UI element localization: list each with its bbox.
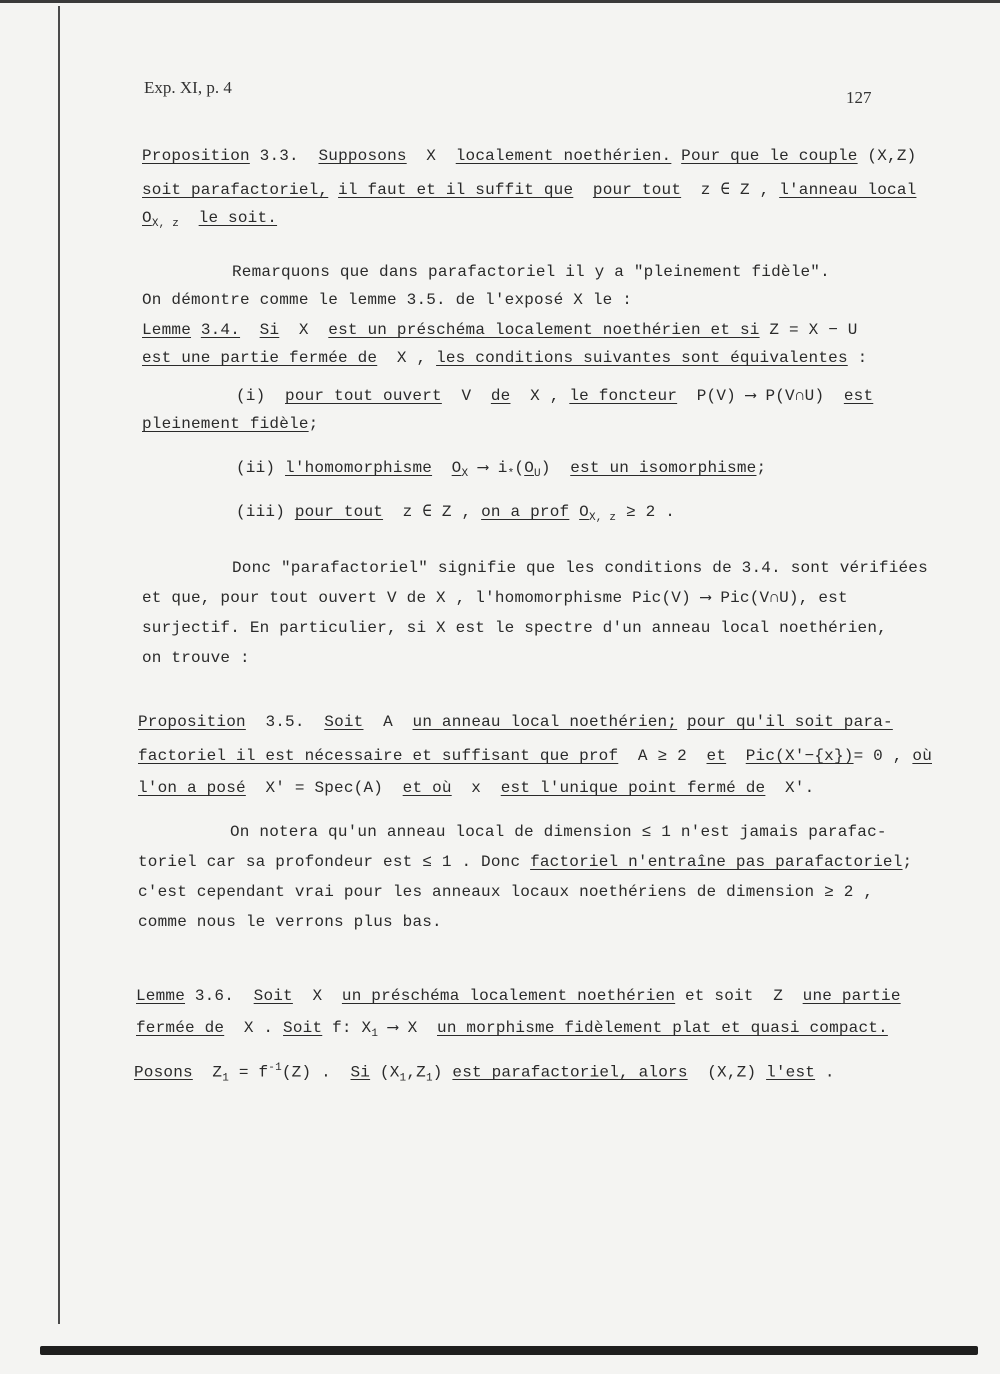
paragraph-donc-line-4: on trouve : [142, 649, 250, 667]
lemma-3-6-line-3: Posons $Z_1 = f^{-1}(Z)$ . Si $(X_1,Z_1)$ est parafactoriel, alors (X,Z) l'est . [134, 1062, 835, 1085]
condition-ii: (ii) l'homomorphisme $O_X$ ⟶ $i_*(O_U)$ est un isomorphisme; [236, 459, 767, 481]
proposition-3-5-line-1: Proposition 3.5. Soit A un anneau local noethérien; pour qu'il soit para- [138, 713, 893, 731]
top-edge-line [0, 0, 1000, 3]
remark-line-2: On démontre comme le lemme 3.5. de l'exposé X le : [142, 291, 633, 309]
paragraph-donc-line-2: et que, pour tout ouvert V de X , l'homomorphisme Pic(V) ⟶ Pic(V∩U), est [142, 589, 848, 607]
proposition-3-3-line-1: Proposition 3.3. Supposons X localement noethérien. Pour que le couple (X,Z) [142, 147, 917, 165]
left-margin-line [58, 6, 60, 1324]
condition-iii: (iii) pour tout z ∈ Z , on a prof $O_{X, z} \ge 2$ . [236, 503, 676, 525]
lemma-3-4-line-2: est une partie fermée de X , les conditions suivantes sont équivalentes : [142, 349, 868, 367]
lemma-3-4-line-1: Lemme 3.4. Si X est un préschéma localement noethérien et si Z = X − U [142, 321, 858, 339]
proposition-3-3-line-3: $O_{X, z}$ le soit. [142, 209, 278, 231]
condition-i-line-1: (i) pour tout ouvert V de X , le foncteur P(V) ⟶ P(V∩U) est [236, 387, 874, 405]
condition-i-line-2: pleinement fidèle; [142, 415, 319, 433]
proposition-3-5-line-3: l'on a posé X' = Spec(A) et où x est l'unique point fermé de X'. [138, 779, 815, 797]
proposition-3-5-line-2: factoriel il est nécessaire et suffisant que prof A ≥ 2 et Pic(X'−{x})= 0 , où [138, 747, 932, 765]
paragraph-donc-line-3: surjectif. En particulier, si X est le spectre d'un anneau local noethérien, [142, 619, 887, 637]
remark-line-1: Remarquons que dans parafactoriel il y a "pleinement fidèle". [232, 263, 830, 281]
bottom-binding-bar [40, 1346, 978, 1355]
paragraph-note-line-2: toriel car sa profondeur est ≤ 1 . Donc factoriel n'entraîne pas parafactoriel; [138, 853, 913, 871]
paragraph-note-line-4: comme nous le verrons plus bas. [138, 913, 442, 931]
paragraph-note-line-3: c'est cependant vrai pour les anneaux locaux noethériens de dimension ≥ 2 , [138, 883, 874, 901]
page-number: 127 [846, 88, 872, 107]
running-header: Exp. XI, p. 4 [144, 78, 232, 97]
paragraph-note-line-1: On notera qu'un anneau local de dimension ≤ 1 n'est jamais parafac- [230, 823, 887, 841]
lemma-3-6-line-1: Lemme 3.6. Soit X un préschéma localement noethérien et soit Z une partie [136, 987, 901, 1005]
lemma-3-6-line-2: fermée de X . Soit f: $X_1$ ⟶ X un morphisme fidèlement plat et quasi compact. [136, 1019, 888, 1041]
paragraph-donc-line-1: Donc "parafactoriel" signifie que les conditions de 3.4. sont vérifiées [232, 559, 928, 577]
proposition-3-3-line-2: soit parafactoriel, il faut et il suffit que pour tout z ∈ Z , l'anneau local [142, 181, 917, 199]
